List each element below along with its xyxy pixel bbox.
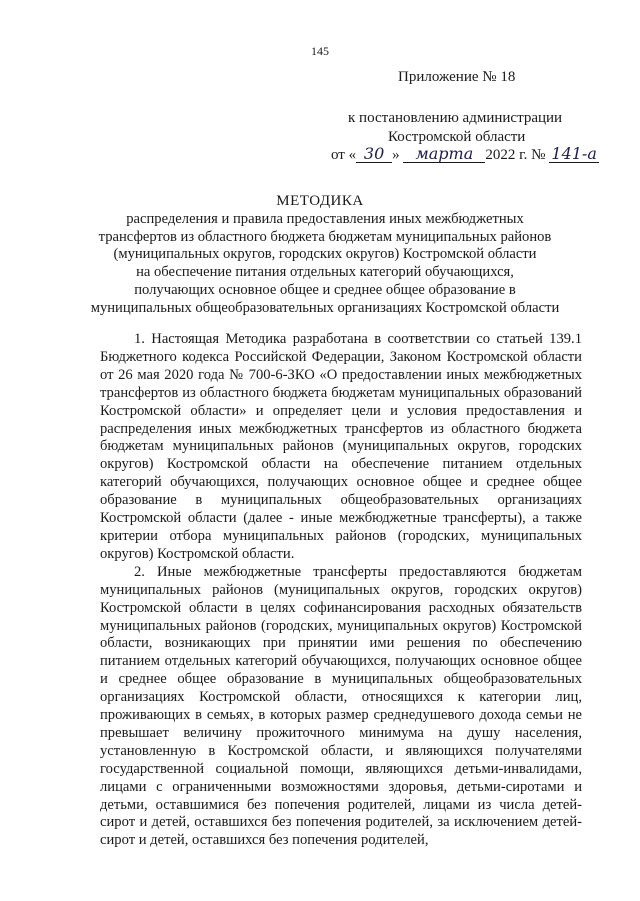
subtitle-line: (муниципальных округов, городских округов) Костромской области [113,246,537,263]
document-subtitle [60,211,590,317]
appendix-label: Приложение № 18 [398,69,516,85]
decree-reference-line-2: Костромской области [388,129,526,145]
date-year: 2022 г. № [485,147,546,163]
subtitle-line: на обеспечение питания отдельных категорий обучающихся, [136,264,514,281]
document-title: МЕТОДИКА [276,193,364,209]
page-number: 145 [311,44,329,58]
subtitle-line: распределения и правила предоставления иных межбюджетных [126,211,524,227]
date-month-handwritten: марта [403,146,485,163]
decree-reference-line-1: к постановлению администрации [348,110,563,126]
paragraph: 2. Иные межбюджетные трансферты предоставляются бюджетам муниципальных районов (муниципальных округов, городских округов) Костромской области в целях софинансирования расходных обязательств муниципальных районов (городских, муниципальных округов) Костромской области, возникающих при принятии ими решения по обеспечению питанием отдельных категорий обучающихся, получающих основное общее и среднее общее образование в муниципальных общеобразовательных организациях Костромской области, относящихся к категории лиц, проживающих в семьях, в которых размер среднедушевого дохода семьи не превышает величину прожиточного минимума на душу населения, установленную в Костромской области, и являющихся получателями государственной социальной помощи, являющихся детьми-инвалидами, лицами с ограниченными возможностями здоровья, детьми-сиротами и детьми, оставшимися без попечения родителей, лицами из числа детей-сирот и детей, оставшихся без попечения родителей, за исключением детей-сирот и детей, оставшихся без попечения родителей, [100,563,582,849]
paragraph: 1. Настоящая Методика разработана в соответствии со статьей 139.1 Бюджетного кодекса Российской Федерации, Законом Костромской области от 26 мая 2020 года № 700-6-ЗКО «О предоставлении иных межбюджетных трансфертов из областного бюджета бюджетам муниципальных образований Костромской области» и определяет цели и условия предоставления и распределения иных межбюджетных трансфертов из областного бюджета бюджетам муниципальных районов (муниципальных округов, городских округов) Костромской области на обеспечение питанием отдельных категорий обучающихся, получающих основное общее и среднее общее образование в муниципальных общеобразовательных организациях Костромской области (далее - иные межбюджетные трансферты), а также критерии отбора муниципальных районов (городских, муниципальных округов) Костромской области. [100,331,582,562]
document-body [100,331,582,850]
subtitle-line: получающих основное общее и среднее общее образование в [134,281,516,298]
date-mid: » [392,147,400,163]
decree-date-number-line [331,146,599,164]
decree-number-handwritten: 141-а [549,146,599,163]
date-day-handwritten: 30 [356,146,392,163]
subtitle-line: трансфертов из областного бюджета бюджетам муниципальных районов [98,228,552,245]
subtitle-line: муниципальных общеобразовательных организациях Костромской области [90,299,560,316]
date-prefix: от « [331,147,357,163]
